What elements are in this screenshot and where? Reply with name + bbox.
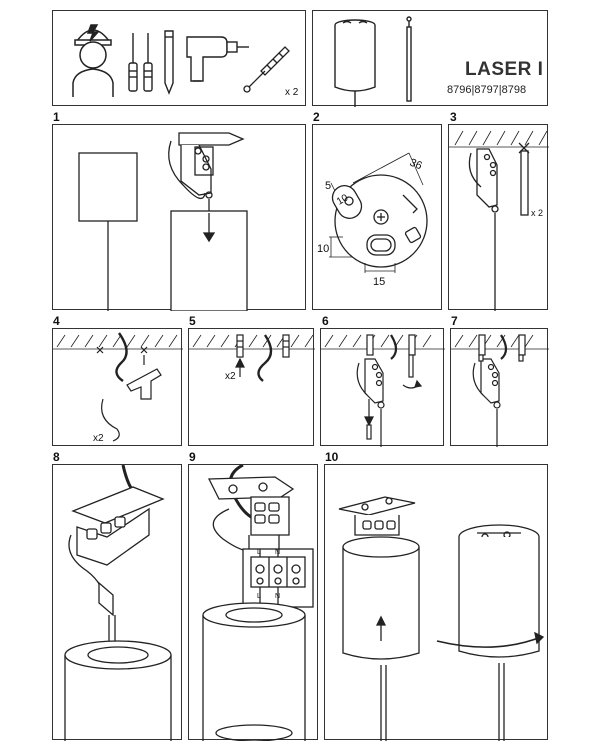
rod-icon (407, 17, 411, 101)
quantity-label: x2 (93, 433, 104, 444)
dimension-label: 15 (373, 276, 386, 288)
step-number: 2 (313, 110, 320, 124)
step-3-panel (448, 124, 548, 310)
screwdriver-icon (129, 33, 152, 91)
tools-panel (52, 10, 306, 106)
step-8-illustration (53, 465, 183, 741)
step-number: 5 (189, 314, 196, 328)
step-1-panel (52, 124, 306, 310)
dimension-label: 10 (317, 243, 330, 255)
product-codes: 8796|8797|8798 (447, 84, 527, 96)
step-7-illustration (451, 329, 549, 447)
dimension-label: 36 (407, 156, 424, 173)
step-number: 7 (451, 314, 458, 328)
step-6-illustration (321, 329, 445, 447)
step-6-panel (320, 328, 444, 446)
quantity-label: x 2 (531, 208, 544, 218)
step-2-panel (312, 124, 442, 310)
step-7-panel (450, 328, 548, 446)
pencil-icon (165, 31, 173, 93)
step-5-illustration (189, 329, 315, 447)
step-1-illustration (53, 125, 307, 311)
step-8-panel (52, 464, 182, 740)
product-name: LASER I (465, 59, 544, 80)
product-panel (312, 10, 548, 106)
step-number: 3 (450, 110, 457, 124)
lamp-product-icon (335, 20, 375, 107)
step-4-panel (52, 328, 182, 446)
step-10-illustration (325, 465, 549, 741)
step-number: 8 (53, 450, 60, 464)
step-10-panel (324, 464, 548, 740)
step-9-panel (188, 464, 318, 740)
terminal-label: L (257, 593, 261, 600)
step-9-illustration (189, 465, 319, 741)
electrician-icon (73, 25, 113, 97)
step-number: 9 (189, 450, 196, 464)
terminal-label: L (257, 549, 261, 556)
step-number: 10 (325, 450, 339, 464)
tools-illustration (53, 11, 307, 107)
dimension-label: 10 (335, 192, 351, 208)
terminal-label: N (275, 593, 281, 600)
dimension-label: 5 (325, 180, 332, 192)
drill-icon (187, 37, 249, 81)
step-number: 4 (53, 314, 60, 328)
step-number: 1 (53, 110, 60, 124)
quantity-label: x2 (225, 371, 236, 382)
step-number: 6 (322, 314, 329, 328)
terminal-label: N (275, 549, 281, 556)
step-2-illustration (313, 125, 443, 311)
step-5-panel (188, 328, 314, 446)
tools-quantity: x 2 (285, 87, 299, 98)
step-4-illustration (53, 329, 183, 447)
step-3-illustration (449, 125, 549, 311)
wall-plug-icon (244, 47, 289, 92)
